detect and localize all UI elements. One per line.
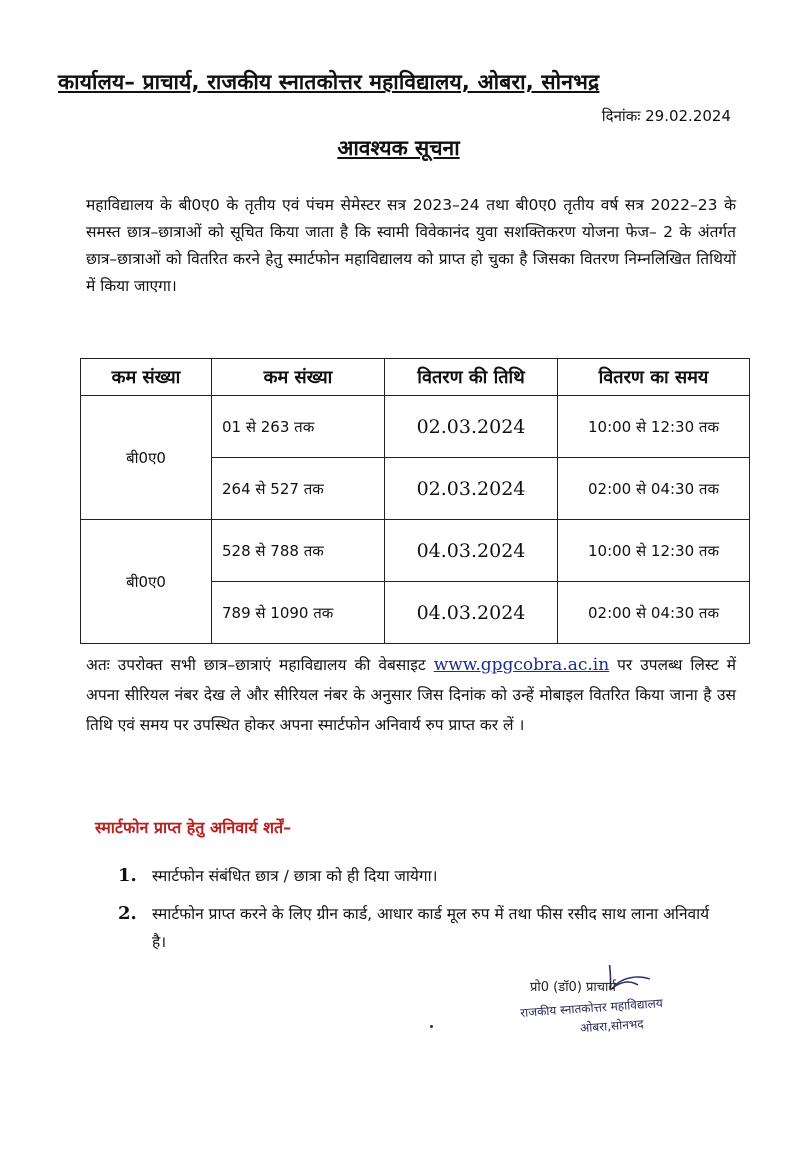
table-row: [81, 520, 750, 582]
range-cell: 264 से 527 तक: [212, 458, 385, 520]
instruction-paragraph: [86, 650, 736, 740]
table-row: [81, 396, 750, 458]
range-cell: 01 से 263 तक: [212, 396, 385, 458]
condition-item: [118, 900, 718, 956]
range-cell: 789 से 1090 तक: [212, 582, 385, 644]
table-header: कम संख्या: [212, 359, 385, 396]
condition-text: स्मार्टफोन संबंधित छात्र / छात्रा को ही दिया जायेगा।: [152, 867, 438, 885]
notice-date: दिनांकः 29.02.2024: [601, 107, 731, 125]
office-header: कार्यालय– प्राचार्य, राजकीय स्नातकोत्तर महाविद्यालय, ओबरा, सोनभद्र: [58, 70, 600, 94]
time-cell: 02:00 से 04:30 तक: [558, 582, 750, 644]
instruction-suffix: पर उपलब्ध लिस्ट में अपना सीरियल नंबर देख ले और सीरियल नंबर के अनुसार जिस दिनांक को उन्हें मोबाइल वितरित किया जाना है उस तिथि एवं समय पर उपस्थित होकर अपना स्मार्टफोन अनिवार्य रुप प्राप्त कर लें ।: [86, 656, 736, 734]
principal-signature-block: [520, 965, 760, 1035]
condition-item: [118, 862, 718, 890]
table-header: वितरण का समय: [558, 359, 750, 396]
table-header: वितरण की तिथि: [385, 359, 558, 396]
distribution-table: [80, 358, 750, 644]
date-cell: 02.03.2024: [385, 396, 558, 458]
date-cell: 04.03.2024: [385, 520, 558, 582]
condition-number: 1.: [118, 865, 137, 886]
range-cell: 528 से 788 तक: [212, 520, 385, 582]
condition-number: 2.: [118, 903, 137, 924]
date-cell: 04.03.2024: [385, 582, 558, 644]
notice-title: [0, 134, 797, 162]
date-cell: 02.03.2024: [385, 458, 558, 520]
condition-text: स्मार्टफोन प्राप्त करने के लिए ग्रीन कार्ड, आधार कार्ड मूल रुप में तथा फीस रसीद साथ लाना अनिवार्य है।: [152, 905, 710, 951]
stray-dot: [430, 1025, 433, 1028]
course-cell: बी0ए0: [81, 520, 212, 644]
website-link[interactable]: www.gpgcobra.ac.in: [433, 655, 610, 675]
time-cell: 10:00 से 12:30 तक: [558, 396, 750, 458]
signature-place: ओबरा,सोनभद: [579, 1016, 645, 1036]
table-header: कम संख्या: [81, 359, 212, 396]
conditions-title: स्मार्टफोन प्राप्त हेतु अनिवार्य शर्तें–: [95, 818, 292, 837]
course-cell: बी0ए0: [81, 396, 212, 520]
notice-title-text: आवश्यक सूचना: [337, 136, 460, 160]
time-cell: 10:00 से 12:30 तक: [558, 520, 750, 582]
signature-name: प्रो0 (डॉ0) प्राचार्य: [530, 980, 616, 995]
time-cell: 02:00 से 04:30 तक: [558, 458, 750, 520]
instruction-prefix: अतः उपरोक्त सभी छात्र–छात्राएं महाविद्यालय की वेबसाइट: [86, 656, 426, 674]
table-header-row: [81, 359, 750, 396]
signature-college: राजकीय स्नातकोत्तर महाविद्यालय: [519, 996, 664, 1020]
intro-paragraph: महाविद्यालय के बी0ए0 के तृतीय एवं पंचम सेमेस्टर सत्र 2023–24 तथा बी0ए0 तृतीय वर्ष सत्र 2022–23 के समस्त छात्र–छात्राओं को सूचित किया जाता है कि स्वामी विवेकानंद युवा सशक्तिकरण योजना फेज– 2 के अंतर्गत छात्र–छात्राओं को वितरित करने हेतु स्मार्टफोन महाविद्यालय को प्राप्त हो चुका है जिसका वितरण निम्नलिखित तिथियों में किया जाएगा।: [86, 196, 736, 295]
